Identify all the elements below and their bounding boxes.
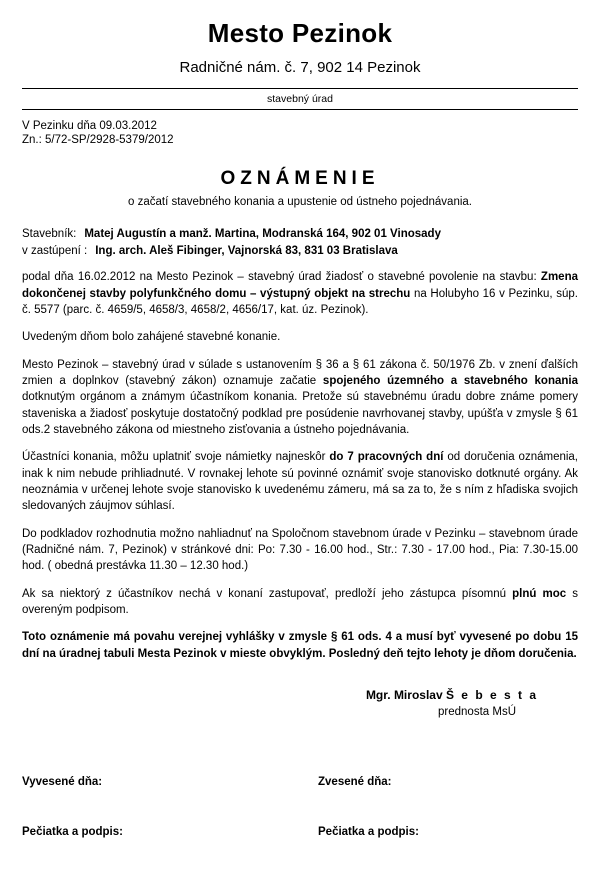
signatory-role: prednosta MsÚ <box>438 705 516 718</box>
paragraph-legal-basis <box>22 357 578 439</box>
signatory-name-prefix: Mgr. Miroslav <box>365 687 446 702</box>
paragraph-legal-basis-a: Mesto Pezinok – stavebný úrad v súlade s ustanovením § 36 a § 61 zákona č. 50/1976 Zb. v znení ďalších zmien a doplnkov (stavebný zákon) oznamuje začatie <box>22 358 578 387</box>
paragraph-public-notice: Toto oznámenie má povahu verejnej vyhlášky v zmysle § 61 ods. 4 a musí byť vyvesené po dobu 15 dní na úradnej tabuli Mesta Pezinok v mieste obvyklým. Posledný deň tejto lehoty je dňom doručenia. <box>22 631 578 660</box>
paragraph-application-pre: podal dňa 16.02.2012 na Mesto Pezinok – stavebný úrad žiadosť o stavebné povolenie na stavbu: <box>22 271 537 284</box>
paragraph-application-post: na Holubyho 16 v Pezinku, súp. č. 5577 (parc. č. 4659/5, 4658/3, 4658/2, 4656/17, kat. úz. Pezinok). <box>22 287 578 316</box>
paragraph-objections <box>22 449 578 514</box>
paragraph-poa-a: Ak sa niektorý z účastníkov nechá v konaní zastupovať, predloží jeho zástupca písomnú <box>22 587 513 600</box>
representative-name: Ing. arch. Aleš Fibinger, Vajnorská 83, 831 03 Bratislava <box>95 244 398 257</box>
paragraph-objections-bold: do 7 pracovných dní <box>329 451 444 464</box>
page-title: Mesto Pezinok <box>207 18 393 48</box>
paragraph-objections-a: Účastníci konania, môžu uplatniť svoje námietky najneskôr <box>22 451 330 464</box>
posted-date-label: Vyvesené dňa: <box>22 775 103 788</box>
signature-block <box>22 688 578 718</box>
paragraph-application-bold: Zmena dokončenej stavby polyfunkčného domu – výstupný objekt na strechu <box>22 271 578 300</box>
municipality-address: Radničné nám. č. 7, 902 14 Pezinok <box>179 59 421 76</box>
paragraph-legal-basis-bold: spojeného územného a stavebného konania <box>322 374 578 387</box>
paragraph-objections-b: od doručenia oznámenia, inak k nim nebude prihliadnuté. V rovnakej lehote sú povinné oznámiť svoje stanovisko dotknuté orgány. Ak neoznámia v určenej lehote svoje stanovisko k uvedenému zámeru, má sa za to, že s ním z hľadiska svojich sledovaných záujmov súhlasí. <box>22 451 579 513</box>
paragraph-application <box>22 269 578 318</box>
paragraph-poa-bold: plnú moc <box>512 587 567 600</box>
office-name: stavebný úrad <box>267 93 333 105</box>
paragraph-legal-basis-b: dotknutým orgánom a známym účastníkom konania. Pretože sú stavebnému úradu dobre známe pomery staveniska a žiadosť poskytuje dostatočný podklad pre posúdenie navrhovanej stavby, upúšťa v zmysle § 61 ods.2 stavebného zákona od miestneho zisťovania a ústneho pojednávania. <box>22 391 578 436</box>
place-and-date: V Pezinku dňa 09.03.2012 <box>22 120 157 132</box>
paragraph-poa-b: s overeným podpisom. <box>22 587 578 616</box>
paragraph-office-hours: Do podkladov rozhodnutia možno nahliadnuť na Spoločnom stavebnom úrade v Pezinku – stavebnom úrade (Radničné nám. 7, Pezinok) v stránkové dni: Po: 7.30 - 16.00 hod., Str.: 7.30 - 17.00 hod., Pia: 7.30-15.00 hod. ( obedná prestávka 11.30 – 12.30 hod.) <box>22 527 578 573</box>
footer-left-column <box>22 776 300 876</box>
builder-name: Matej Augustín a manž. Martina, Modranská 164, 902 01 Vinosady <box>84 228 441 240</box>
notice-subheading: o začatí stavebného konania a upustenie od ústneho pojednávania. <box>128 196 472 208</box>
stamp-signature-left-label: Pečiatka a podpis: <box>22 825 123 838</box>
document-meta <box>22 120 578 146</box>
builder-label: Stavebník: <box>22 228 77 240</box>
builder-info <box>22 226 578 259</box>
divider-second <box>22 109 578 110</box>
signatory-name <box>22 688 538 702</box>
paragraph-power-of-attorney <box>22 586 578 619</box>
notice-heading: OZNÁMENIE <box>220 168 380 189</box>
removed-date-label: Zvesené dňa: <box>318 775 392 788</box>
footer-signature-fields <box>22 776 578 876</box>
reference-number: Zn.: 5/72-SP/2928-5379/2012 <box>22 134 174 146</box>
representative-label: v zastúpení : <box>22 244 88 257</box>
signatory-surname: Š e b e s t a <box>445 687 538 702</box>
stamp-signature-right-label: Pečiatka a podpis: <box>318 825 419 838</box>
divider-top <box>22 88 578 89</box>
paragraph-start-date: Uvedeným dňom bolo zahájené stavebné konanie. <box>22 331 281 344</box>
footer-right-column <box>300 776 578 876</box>
